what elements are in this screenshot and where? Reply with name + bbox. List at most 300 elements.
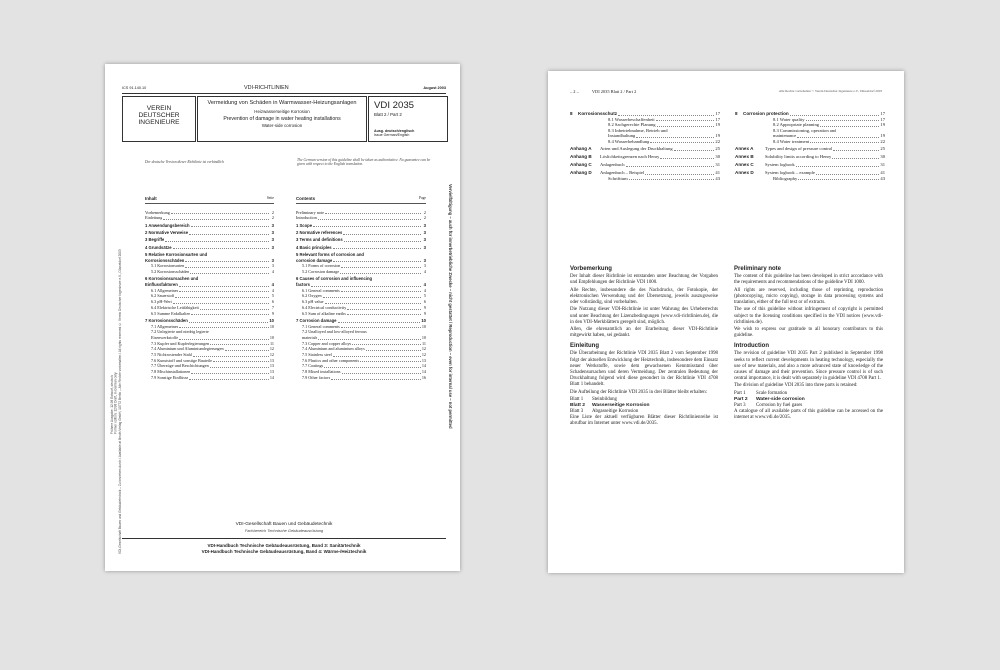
toc-german-heading: Inhalt <box>145 196 157 201</box>
toc-entry-title: Instandhaltung <box>608 133 636 138</box>
toc-entry-title: 7.9 Sonstige Einflüsse <box>151 374 189 380</box>
toc-entry-page: 4 <box>271 287 274 293</box>
document-page-cover <box>105 64 460 571</box>
toc-leader <box>324 367 421 368</box>
part-label: Blatt 1 <box>570 397 584 403</box>
toc-leader <box>311 286 421 287</box>
toc-entry-page: 25 <box>715 146 720 152</box>
toc-leader <box>341 291 421 292</box>
toc-entry-title: 8.4 Wasserbehandlung <box>608 138 650 144</box>
toc-entry-page: 12 <box>269 346 274 352</box>
toc-german-page-label: Seite <box>266 196 274 200</box>
toc-entry-title: System logbook <box>765 162 795 168</box>
toc-entry-page: 3 <box>271 230 274 235</box>
toc-entry-title: Einflussfaktoren <box>145 282 178 287</box>
org-logo-box <box>122 96 196 142</box>
toc-entry-title: 5.1 Forms of corrosion <box>302 263 341 269</box>
toc-entry-title: 7.8 Mischinstallationen <box>151 369 191 375</box>
toc-leader <box>347 314 421 315</box>
page2-header <box>570 89 882 94</box>
part-label: Blatt 2 <box>570 403 585 409</box>
toc-entry-page: 30 <box>715 154 720 160</box>
toc-leader <box>629 179 715 180</box>
toc-leader <box>318 339 420 340</box>
document-page-2 <box>548 71 904 573</box>
toc-entry-title: 7 Corrosion damage <box>296 317 337 323</box>
toc-entry-title: 1 Anwendungsbereich <box>145 222 190 228</box>
toc-entry-page: 10 <box>269 323 274 329</box>
toc-leader <box>190 273 269 274</box>
toc-entry-page: 14 <box>421 363 426 369</box>
toc-entry-title: 6 Korrosionsursachen und <box>145 276 199 282</box>
toc-entry-page: 10 <box>421 334 426 340</box>
toc-entry <box>296 230 426 236</box>
toc-leader <box>210 344 269 345</box>
toc-entry-title: 8.3 Inbetriebnahme, Betrieb und <box>608 127 668 133</box>
toc-leader <box>318 219 421 220</box>
toc-entry <box>570 162 720 168</box>
toc-entry-title: Eisenwerkstoffe <box>151 334 179 340</box>
series-title: VDI-RICHTLINIEN <box>244 85 289 91</box>
footer-society: VDI-Gesellschaft Bauen und Gebäudetechnik <box>235 522 333 527</box>
toc-leader <box>179 291 269 292</box>
toc-entry-title: Anlagenbuch <box>600 162 625 168</box>
parts-list-english <box>734 391 883 409</box>
toc-leader <box>175 297 269 298</box>
paragraph-en-6: The division of guideline VDI 2035 into three parts is retained: <box>734 383 858 389</box>
toc-leader <box>333 248 421 249</box>
org-line-2: DEUTSCHER <box>138 112 180 119</box>
paragraph-en-7: A catalogue of all available parts of this guideline can be accessed on the internet at www.vdi.de/2035. <box>734 409 883 421</box>
toc-entry-title: Solubility limits according to Henry <box>765 154 832 160</box>
toc-leader <box>636 137 714 138</box>
toc-german-header <box>145 196 274 204</box>
toc-entry-page: 43 <box>880 175 885 181</box>
issue-language-en: Issue German/English <box>374 133 410 137</box>
toc-entry-page: 31 <box>715 162 720 168</box>
toc-entry-title: 7.2 Unalloyed and low-alloyed ferrous <box>302 329 367 335</box>
toc-entry-page: 3 <box>423 230 426 235</box>
page-number: – 2 – <box>570 89 579 94</box>
toc-entry-title: Vorbemerkung <box>145 209 170 215</box>
toc-entry <box>296 223 426 229</box>
toc-entry <box>145 230 274 236</box>
toc-entry-page: 17 <box>880 116 885 122</box>
side-note-copyright: VDI-Gesellschaft Bauen und Gebäudetechnik – Zu beziehen durch / Available at Beuth Verlag GmbH, 10772 Berlin – Alle Rechte vorbehalten / All rights reserved © Verein Deutscher Ingenieure e.V., Düsseldorf 2003 <box>118 249 122 554</box>
toc-entry-page: 17 <box>715 111 720 116</box>
toc-entry <box>735 176 885 182</box>
toc-entry-page: 3 <box>271 237 274 243</box>
toc-leader <box>366 350 421 351</box>
toc-leader <box>832 158 879 159</box>
part-label: Part 3 <box>734 403 746 409</box>
heading-vorbemerkung: Vorbemerkung <box>570 266 612 272</box>
toc-leader <box>323 297 421 298</box>
toc-entry-page: 5 <box>271 293 274 299</box>
toc-english-header <box>296 196 426 204</box>
toc-leader <box>185 261 269 262</box>
toc-entry-page: 12 <box>269 352 274 358</box>
parts-list-german <box>570 397 718 415</box>
toc-entry-page: 17 <box>715 116 720 122</box>
toc-leader <box>352 344 421 345</box>
toc-entry-page: 3 <box>271 244 274 250</box>
toc-leader <box>797 137 879 138</box>
toc-leader <box>796 166 880 167</box>
toc-entry-title: 6.4 Electrical conductivity <box>302 304 347 310</box>
toc-entry-title: 5.1 Korrosionsarten <box>151 263 185 269</box>
toc-entry-title: 7.1 Allgemeines <box>151 323 179 329</box>
toc-entry-page: 19 <box>880 133 885 138</box>
part-title: Scale formation <box>756 391 788 396</box>
toc-entry-title: 7.6 Kunststoff und sonstige Bauteile <box>151 357 212 363</box>
toc-entry-title: 6.2 Sauerstoff <box>151 293 175 299</box>
toc-entry-title: 3 Begriffe <box>145 237 165 243</box>
toc-entry-title: 3 Terms and definitions <box>296 237 343 243</box>
toc-entry-title: 4 Grundsätze <box>145 244 172 250</box>
toc-entry-page: 13 <box>269 369 274 375</box>
toc-entry-title: materials <box>302 334 318 340</box>
toc-entry-page: 4 <box>423 282 426 287</box>
toc-entry-page: 14 <box>421 369 426 375</box>
toc-entry-title: corrosion damage <box>296 257 333 263</box>
paragraph-en-1: The content of this guideline has been developed in strict accordance with the requirements and recommendations of the guideline VDI 1000. <box>734 274 883 286</box>
toc-leader <box>185 267 269 268</box>
toc-leader <box>340 273 421 274</box>
toc-entry-title: factors <box>296 282 310 287</box>
toc-entry-title: Anlagenbuch – Beispiel <box>600 170 645 176</box>
toc-entry <box>570 146 720 152</box>
toc-entry-page: 12 <box>421 346 426 352</box>
toc-entry-page: 4 <box>423 287 426 293</box>
toc-leader <box>341 267 421 268</box>
toc-entry-title: 7.4 Aluminium and aluminium alloys <box>302 346 365 352</box>
toc-leader <box>798 179 879 180</box>
toc-entry-title: maintenance <box>773 133 797 138</box>
toc-leader <box>200 309 269 310</box>
org-name <box>123 105 195 126</box>
org-line-1: VEREIN <box>146 105 172 112</box>
toc-english-rows <box>296 210 426 381</box>
toc-entry-title: 8.1 Wasserbeschaffenheit <box>608 116 655 122</box>
toc-entry-title: Corrosion protection <box>743 111 789 116</box>
toc-leader <box>342 373 421 374</box>
toc-entry-page: 6 <box>271 299 274 305</box>
toc-entry-page: 3 <box>423 237 426 243</box>
toc-entry-page: 2 <box>423 215 426 221</box>
toc-entry-title: Schrifttum <box>608 175 628 181</box>
toc-entry-key: Annex C <box>735 162 754 168</box>
toc-entry-title: 6 Causes of corrosion and influencing <box>296 276 373 282</box>
toc-leader <box>360 361 421 362</box>
toc-leader <box>331 379 421 380</box>
toc-leader <box>820 126 879 127</box>
toc-entry-title: 6.4 Elektrische Leitfähigkeit <box>151 304 199 310</box>
part-label: Part 2 <box>734 397 748 403</box>
toc-entry-page: 10 <box>421 317 426 323</box>
note-english: The German version of this guideline shall be taken as authoritative. No guarantee can be given with respect to the English translation. <box>297 158 431 167</box>
toc-entry <box>735 154 885 160</box>
toc-entry <box>296 237 426 243</box>
toc-german <box>145 196 274 381</box>
toc-entry <box>145 245 274 251</box>
paragraph-en-2: All rights are reserved, including those of reprinting, reproduction (photocopying, micro copying), storage in data processing systems and translation, either of the full text or of extracts. <box>734 287 883 305</box>
toc-leader <box>347 309 421 310</box>
toc-entry-title: 6.2 Oxygen <box>302 293 322 299</box>
toc-entry <box>296 245 426 251</box>
toc-entry <box>145 311 274 317</box>
toc-entry <box>145 237 274 243</box>
toc-entry-title: 8.2 Sachgerechte Planung <box>608 122 656 127</box>
heading-einleitung: Einleitung <box>570 343 599 350</box>
toc-entry-title: 6.1 Allgemeines <box>151 287 179 293</box>
toc-entry-title: Korrosionsschäden <box>145 257 185 263</box>
toc-entry-title: 6.5 Summe Erdalkalien <box>151 310 191 316</box>
standard-number: VDI 2035 <box>374 100 415 111</box>
toc-entry-title: Introduction <box>296 215 317 221</box>
toc-leader <box>650 142 714 143</box>
toc-leader <box>163 219 269 220</box>
toc-entry-title: 7.3 Kupfer und Kupferlegierungen <box>151 340 210 346</box>
part-title: Steinbildung <box>592 397 617 403</box>
toc-leader <box>189 379 268 380</box>
toc-leader <box>816 174 880 175</box>
toc-leader <box>173 248 269 249</box>
toc-entry <box>296 311 426 317</box>
toc-entry <box>570 176 720 182</box>
title-english: Prevention of damage in water heating installations <box>223 116 341 123</box>
toc-entry <box>735 139 885 145</box>
toc-leader <box>191 373 269 374</box>
toc-entry-page: 22 <box>880 138 885 144</box>
toc-entry-title: 8.2 Appropriate planning <box>773 122 820 127</box>
issue-language: Ausg. deutsch/englisch <box>374 129 415 133</box>
toc-leader <box>325 213 421 214</box>
toc-entry-page: 4 <box>271 282 274 287</box>
paragraph-de-4: Allen, die ehrenamtlich an der Erarbeitung dieser VDI-Richtlinie mitgewirkt haben, sei gedankt. <box>570 327 718 339</box>
toc-entry-page: 14 <box>269 374 274 380</box>
toc-entry-page: 5 <box>423 293 426 299</box>
toc-leader <box>333 261 421 262</box>
toc-entry-key: 8 <box>570 111 573 116</box>
part-title: Water-side corrosion <box>756 397 805 403</box>
toc-leader <box>333 356 421 357</box>
footer-department: Fachbereich Technische Gebäudeausrüstung <box>244 528 324 533</box>
toc-entry-page: 41 <box>715 170 720 176</box>
toc-leader <box>626 166 715 167</box>
page2-header-right: Alle Rechte vorbehalten © Verein Deutscher Ingenieure e.V., Düsseldorf 2003 <box>778 89 882 93</box>
paragraph-en-5: The revision of guideline VDI 2035 Part 2 published in September 1998 seeks to reflect current developments in heating technology, especially the use of new materials, and also a more advanced state of knowledge of the causes of damage and their prevention. Since pressure control is of such central importance, it is dealt with separately in guideline VDI 4708 Part 1. <box>734 351 883 381</box>
toc-entry-page: 10 <box>269 317 274 323</box>
toc-leader <box>193 356 269 357</box>
toc-leader <box>790 115 880 116</box>
toc-entry-title: 5 Relative Korrosionsarten und <box>145 251 208 257</box>
toc-entry-page: 13 <box>269 363 274 369</box>
toc-entry-title: 7.6 Plastics and other components <box>302 357 360 363</box>
part-title: Abgasseitige Korrosion <box>592 409 639 415</box>
heading-introduction: Introduction <box>734 343 769 350</box>
toc-entry-page: 2 <box>271 215 274 221</box>
title-box <box>197 96 367 142</box>
part-label: Blatt 3 <box>570 409 584 415</box>
paragraph-de-5: Die Überarbeitung der Richtlinie VDI 2035 Blatt 2 vom September 1998 folgt der aktuellen Entwicklung der Heiztechnik, insbesondere dem Einsatz neuer Werkstoffe, sowie dem gewachsenen Kenntnisstand über Schadensursachen und deren Vermeidung. Der zentralen Bedeutung der Druckhaltung folgend wird diese gesondert in der Richtlinie VDI 4708 Blatt 1 behandelt. <box>570 351 718 387</box>
toc-entry-page: 3 <box>271 263 274 269</box>
toc-entry-page: 2 <box>423 209 426 215</box>
part-title: Wasserseitige Korrosion <box>592 403 650 409</box>
footer-handbook-2: VDI-Handbuch Technische Gebäudeausrüstung, Band 4: Wärme-/Heiztechnik <box>201 549 367 554</box>
toc-leader <box>313 226 421 227</box>
toc-entry-key: Annex B <box>735 154 754 160</box>
paragraph-de-1: Der Inhalt dieser Richtlinie ist entstanden unter Beachtung der Vorgaben und Empfehlungen der Richtlinie VDI 1000. <box>570 274 718 286</box>
toc-leader <box>225 350 269 351</box>
toc-entry-page: 19 <box>715 122 720 127</box>
toc-entry-key: Anhang B <box>570 154 592 160</box>
toc-continued-english <box>735 111 885 181</box>
toc-leader <box>657 126 715 127</box>
toc-leader <box>338 322 421 323</box>
toc-entry-key: Anhang A <box>570 146 592 152</box>
toc-entry <box>735 162 885 168</box>
toc-entry-title: 1 Scope <box>296 222 313 228</box>
heading-preliminary-note: Preliminary note <box>734 266 782 272</box>
toc-entry-title: 5 Relevant forms of corrosion and <box>296 251 364 257</box>
toc-leader <box>833 150 879 151</box>
subtitle-german: Heizwasserseitige Korrosion <box>254 109 310 115</box>
toc-leader <box>165 241 269 242</box>
toc-leader <box>674 150 715 151</box>
toc-entry-title: 5.2 Korrosionsschäden <box>151 269 190 274</box>
toc-entry-page: 41 <box>880 170 885 176</box>
issue-date: August 2003 <box>423 86 446 90</box>
toc-entry-title: 7.1 General comments <box>302 323 340 329</box>
toc-leader <box>179 327 269 328</box>
toc-entry-page: 9 <box>271 310 274 316</box>
toc-entry-title: 7.8 Mixed installations <box>302 369 341 375</box>
toc-entry <box>735 146 885 152</box>
footer-handbook-1: VDI-Handbuch Technische Gebäudeausrüstung, Band 3: Sanitärtechnik <box>207 543 361 548</box>
toc-entry-title: 7.5 Stainless steel <box>302 352 332 358</box>
toc-entry-title: 7.5 Nichtrostender Stahl <box>151 352 192 358</box>
cover-top-bar <box>122 86 446 94</box>
toc-entry-title: 8.4 Water treatment <box>773 138 810 144</box>
toc-entry-title: 6.3 pH value <box>302 299 324 305</box>
side-note-line-2: Former edition: 12/98 Draft, in German only <box>113 372 118 434</box>
toc-leader <box>191 314 269 315</box>
toc-entry-title: Types and design of pressure control <box>765 146 833 152</box>
toc-leader <box>179 339 269 340</box>
side-note-reproduction: Vervielfältigung – auch für innerbetriebliche Zwecke – nicht gestattet / Reproduction – even for internal use – not permitted <box>448 184 453 429</box>
toc-entry-page: 10 <box>421 323 426 329</box>
toc-entry-page: 43 <box>715 175 720 181</box>
subtitle-english: Water-side corrosion <box>261 123 303 129</box>
toc-entry-title: 6.3 pH-Wert <box>151 299 172 305</box>
side-note-line-1: Frühere Ausgabe: 12.98 Entwurf, deutsch <box>110 375 114 434</box>
toc-entry-title: 7.4 Aluminium und Aluminiumlegierungen <box>151 346 224 352</box>
toc-entry-page: 3 <box>271 222 274 228</box>
toc-entry-title: 7.2 Unlegierte und niedrig legierte <box>151 329 209 335</box>
standard-number-box <box>368 96 448 142</box>
toc-entry-page: 4 <box>271 269 274 274</box>
paragraph-de-2: Alle Rechte, insbesondere die des Nachdrucks, der Fotokopie, der elektronischen Verwendung und der Übersetzung, jeweils auszugsweise oder vollständig, sind vorbehalten. <box>570 287 718 305</box>
page2-header-left: VDI 2035 Blatt 2 / Part 2 <box>591 89 637 94</box>
toc-leader <box>343 234 421 235</box>
toc-entry-title: Arten und Auslegung der Druckhaltung <box>600 146 673 152</box>
toc-entry-page: 13 <box>421 357 426 363</box>
toc-entry-title: 6.1 General comments <box>302 287 340 293</box>
toc-german-rows <box>145 210 274 381</box>
toc-entry-page: 12 <box>421 352 426 358</box>
toc-entry-page: 9 <box>423 310 426 316</box>
toc-entry-page: 30 <box>880 154 885 160</box>
toc-leader <box>173 303 269 304</box>
ics-code: ICS 91.140.10 <box>122 86 147 90</box>
toc-leader <box>618 115 714 116</box>
toc-entry-title: 7.3 Copper and copper alloys <box>302 340 352 346</box>
toc-entry-page: 25 <box>880 146 885 152</box>
toc-entry-title: 8.1 Water quality <box>773 116 805 122</box>
toc-entry <box>296 215 426 221</box>
toc-entry-page: 6 <box>423 299 426 305</box>
toc-entry-page: 3 <box>423 244 426 250</box>
toc-leader <box>810 142 879 143</box>
cover-footer <box>122 522 446 555</box>
text-column-english <box>734 262 883 423</box>
toc-entry-page: 3 <box>423 263 426 269</box>
toc-entry-key: Anhang D <box>570 170 592 176</box>
paragraph-en-3: The use of this guideline without infringement of copyright is permitted subject to the licensing conditions specified in the VDI notices (www.vdi-richtlinien.de). <box>734 307 883 325</box>
toc-entry-key: 8 <box>735 111 738 116</box>
toc-entry-page: 19 <box>715 133 720 138</box>
toc-entry-page: 3 <box>271 257 274 263</box>
footer-handbooks <box>122 538 446 555</box>
toc-entry-page: 16 <box>421 374 426 380</box>
paragraph-en-4: We wish to express our gratitude to all honorary contributors to this guideline. <box>734 327 883 339</box>
toc-entry <box>296 269 426 275</box>
toc-entry-title: Preliminary note <box>296 209 325 215</box>
toc-entry-page: 11 <box>421 340 426 346</box>
toc-leader <box>189 234 269 235</box>
toc-entry-title: Einleitung <box>145 215 163 221</box>
toc-leader <box>210 367 269 368</box>
toc-entry-title: 2 Normative Verweise <box>145 230 189 235</box>
text-column-german <box>570 262 718 429</box>
org-line-3: INGENIEURE <box>138 119 180 126</box>
toc-entry-title: System logbook – example <box>765 170 815 176</box>
toc-entry-key: Anhang C <box>570 162 592 168</box>
toc-entry <box>570 139 720 145</box>
toc-entry-page: 2 <box>271 209 274 215</box>
toc-entry <box>145 223 274 229</box>
toc-leader <box>325 303 421 304</box>
toc-leader <box>656 120 715 121</box>
toc-entry-title: Bibliography <box>773 175 798 181</box>
toc-leader <box>189 322 269 323</box>
toc-entry <box>145 215 274 221</box>
toc-entry <box>296 375 426 381</box>
toc-leader <box>179 286 269 287</box>
toc-entry-page: 3 <box>423 222 426 228</box>
paragraph-de-6: Die Aufteilung der Richtlinie VDI 2035 in drei Blätter bleibt erhalten: <box>570 389 708 395</box>
toc-english-page-label: Page <box>419 196 426 200</box>
toc-entry-page: 17 <box>880 111 885 116</box>
toc-entry-page: 13 <box>269 357 274 363</box>
part-title: Corrosion by fuel gases <box>756 403 803 409</box>
toc-entry-title: 2 Normative references <box>296 230 343 235</box>
toc-entry <box>145 269 274 275</box>
toc-entry-title: 8.3 Commissioning, operation and <box>773 127 837 133</box>
paragraph-de-3: Die Nutzung dieser VDI-Richtlinie ist unter Wahrung des Urheberrechts und unter Beachtung der Lizenzbedingungen (www.vdi-richtlinien.de), die in den VDI-Merkblättern geregelt sind, möglich. <box>570 307 718 325</box>
toc-entry-page: 10 <box>269 334 274 340</box>
